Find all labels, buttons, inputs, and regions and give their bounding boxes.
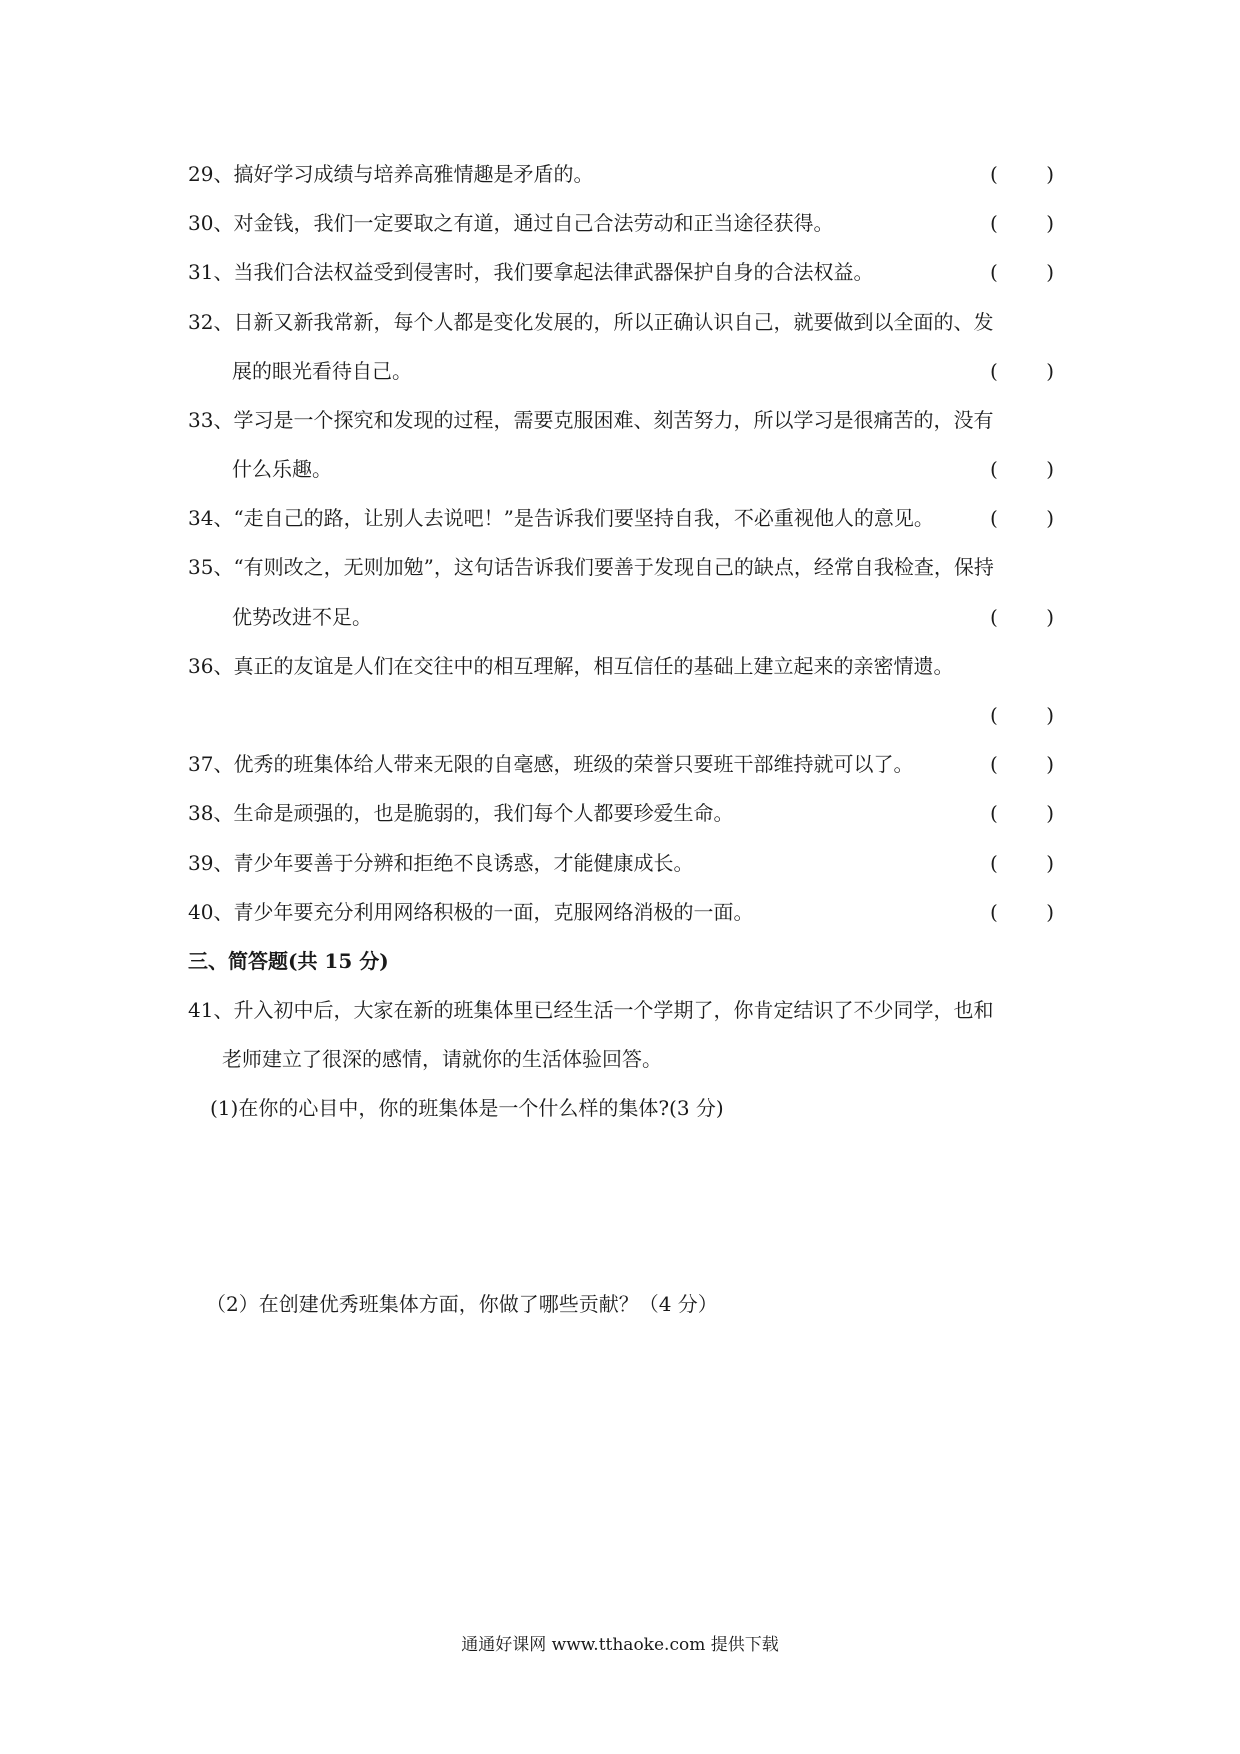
question-text-continued: 老师建立了很深的感情，请就你的生活体验回答。 — [222, 1047, 662, 1071]
close-paren: ) — [1046, 801, 1054, 825]
answer-blank[interactable] — [990, 357, 1054, 385]
question-text: 40、青少年要充分利用网络积极的一面，克服网络消极的一面。 — [188, 900, 754, 924]
close-paren: ) — [1046, 851, 1054, 875]
question-text: 29、搞好学习成绩与培养高雅情趣是矛盾的。 — [188, 162, 594, 186]
question-41-line2 — [0, 1045, 1240, 1073]
sub-question-text: (1)在你的心目中，你的班集体是一个什么样的集体?(3 分) — [210, 1096, 724, 1120]
question-text-continued: 展的眼光看待自己。 — [232, 359, 412, 383]
open-paren: ( — [990, 162, 998, 186]
close-paren: ) — [1046, 506, 1054, 530]
question-33-line1 — [0, 406, 1240, 434]
close-paren: ) — [1046, 703, 1054, 727]
close-paren: ) — [1046, 752, 1054, 776]
sub-question-1 — [0, 1094, 1240, 1122]
open-paren: ( — [990, 752, 998, 776]
question-40 — [0, 898, 1240, 926]
answer-blank[interactable] — [990, 209, 1054, 237]
open-paren: ( — [990, 605, 998, 629]
footer-text: 通通好课网 www.tthaoke.com 提供下载 — [461, 1635, 779, 1655]
sub-question-2 — [0, 1290, 1240, 1318]
question-text: 38、生命是顽强的，也是脆弱的，我们每个人都要珍爱生命。 — [188, 801, 734, 825]
question-text: 39、青少年要善于分辨和拒绝不良诱惑，才能健康成长。 — [188, 851, 694, 875]
question-32-line1 — [0, 308, 1240, 336]
question-text: 34、“走自己的路，让别人去说吧！”是告诉我们要坚持自我，不必重视他人的意见。 — [188, 506, 934, 530]
answer-blank[interactable] — [990, 258, 1054, 286]
open-paren: ( — [990, 703, 998, 727]
open-paren: ( — [990, 506, 998, 530]
question-39 — [0, 849, 1240, 877]
page-footer — [0, 1633, 1240, 1657]
question-text-continued: 什么乐趣。 — [232, 457, 332, 481]
question-32-line2 — [0, 357, 1240, 385]
question-text: 36、真正的友谊是人们在交往中的相互理解，相互信任的基础上建立起来的亲密情遗。 — [188, 654, 954, 678]
question-31 — [0, 258, 1240, 286]
question-text: 41、升入初中后，大家在新的班集体里已经生活一个学期了，你肯定结识了不少同学，也和 — [188, 998, 994, 1022]
question-36-line2 — [0, 701, 1240, 729]
answer-space-2[interactable] — [188, 1330, 1058, 1590]
question-text: 30、对金钱，我们一定要取之有道，通过自己合法劳动和正当途径获得。 — [188, 211, 834, 235]
question-text-continued: 优势改进不足。 — [232, 605, 372, 629]
question-36-line1 — [0, 652, 1240, 680]
question-text: 32、日新又新我常新，每个人都是变化发展的，所以正确认识自己，就要做到以全面的、发 — [188, 310, 994, 334]
open-paren: ( — [990, 801, 998, 825]
question-35-line2 — [0, 603, 1240, 631]
open-paren: ( — [990, 359, 998, 383]
close-paren: ) — [1046, 605, 1054, 629]
question-text: 33、学习是一个探究和发现的过程，需要克服困难、刻苦努力，所以学习是很痛苦的，没有 — [188, 408, 994, 432]
close-paren: ) — [1046, 900, 1054, 924]
answer-blank[interactable] — [990, 160, 1054, 188]
answer-blank[interactable] — [990, 799, 1054, 827]
question-38 — [0, 799, 1240, 827]
open-paren: ( — [990, 211, 998, 235]
close-paren: ) — [1046, 211, 1054, 235]
question-37 — [0, 750, 1240, 778]
question-34 — [0, 504, 1240, 532]
question-35-line1 — [0, 553, 1240, 581]
question-29 — [0, 160, 1240, 188]
answer-blank[interactable] — [990, 504, 1054, 532]
answer-blank[interactable] — [990, 455, 1054, 483]
answer-blank[interactable] — [990, 701, 1054, 729]
answer-blank[interactable] — [990, 849, 1054, 877]
open-paren: ( — [990, 260, 998, 284]
question-33-line2 — [0, 455, 1240, 483]
section-title: 三、简答题(共 15 分) — [188, 949, 389, 973]
close-paren: ) — [1046, 162, 1054, 186]
open-paren: ( — [990, 900, 998, 924]
close-paren: ) — [1046, 260, 1054, 284]
answer-space-1[interactable] — [188, 1135, 1058, 1255]
open-paren: ( — [990, 457, 998, 481]
question-text: 31、当我们合法权益受到侵害时，我们要拿起法律武器保护自身的合法权益。 — [188, 260, 874, 284]
question-text: 37、优秀的班集体给人带来无限的自毫感，班级的荣誉只要班干部维持就可以了。 — [188, 752, 914, 776]
section-heading — [0, 947, 1240, 975]
answer-blank[interactable] — [990, 603, 1054, 631]
answer-blank[interactable] — [990, 898, 1054, 926]
close-paren: ) — [1046, 359, 1054, 383]
open-paren: ( — [990, 851, 998, 875]
sub-question-text: （2）在创建优秀班集体方面，你做了哪些贡献？（4 分） — [206, 1292, 718, 1316]
answer-blank[interactable] — [990, 750, 1054, 778]
question-41-line1 — [0, 996, 1240, 1024]
question-30 — [0, 209, 1240, 237]
question-text: 35、“有则改之，无则加勉”，这句话告诉我们要善于发现自己的缺点，经常自我检查，保持 — [188, 555, 994, 579]
close-paren: ) — [1046, 457, 1054, 481]
